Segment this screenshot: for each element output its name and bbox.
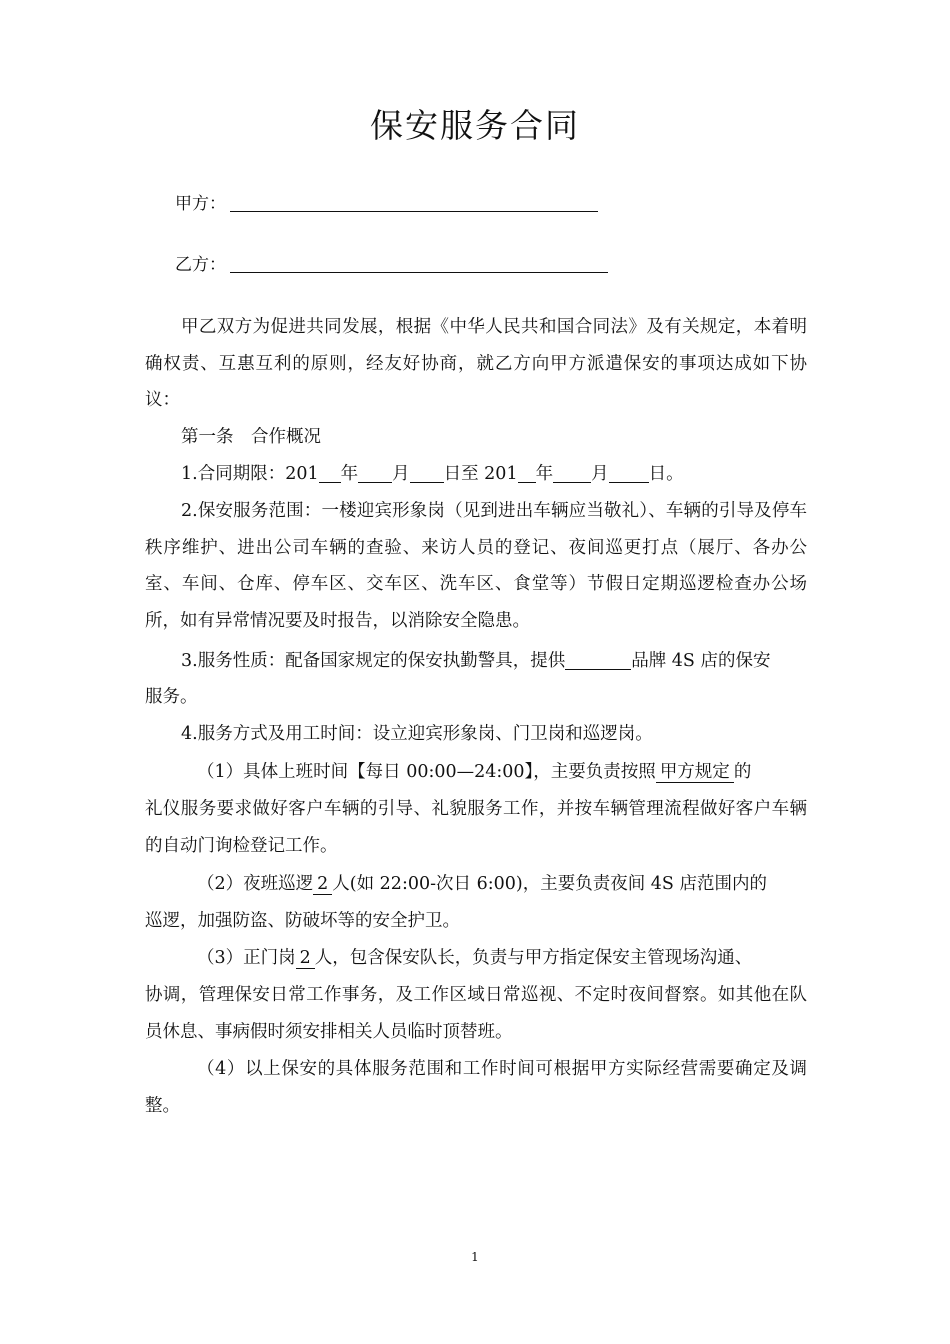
item1-underlined: 甲方规定 <box>656 762 734 783</box>
item2-count: 2 <box>313 874 332 895</box>
item3-rest: 协调，管理保安日常工作事务，及工作区域日常巡视、不定时夜间督察。如其他在队员休息、事病假时须安排相关人员临时顶替班。 <box>145 985 807 1042</box>
term-month1-blank <box>358 462 392 483</box>
nature-tail: 品牌 4S 店的保安 <box>631 651 771 671</box>
party-b-row <box>175 251 608 279</box>
item3-count: 2 <box>296 948 315 969</box>
term-year2-blank <box>518 462 536 483</box>
method-line: 4.服务方式及用工时间：设立迎宾形象岗、门卫岗和巡逻岗。 <box>181 724 653 744</box>
item1-lead: （1）具体上班时间【每日 00:00—24:00】，主要负责按照 <box>197 762 656 782</box>
document-title: 保安服务合同 <box>370 106 580 145</box>
item2-tail: 人(如 22:00-次日 6:00)，主要负责夜间 4S 店范围内的 <box>332 874 767 894</box>
page-number: 1 <box>471 1250 479 1264</box>
item1-tail: 的 <box>733 762 752 782</box>
party-b-label: 乙方： <box>175 255 226 275</box>
term-day-to: 日至 201 <box>443 464 518 484</box>
nature-lead: 3.服务性质：配备国家规定的保安执勤警具，提供 <box>181 651 566 671</box>
item3-lead: （3）正门岗 <box>197 948 296 968</box>
item3-tail: 人，包含保安队长，负责与甲方指定保安主管现场沟通、 <box>314 948 753 968</box>
term-day-end: 日。 <box>648 464 684 484</box>
brand-blank <box>565 649 631 670</box>
term-month2-blank <box>553 462 591 483</box>
item1-line <box>197 754 859 791</box>
party-a-label: 甲方： <box>175 194 226 214</box>
article-heading: 第一条 合作概况 <box>181 427 321 447</box>
nature-line <box>181 643 843 680</box>
term-month1-label: 月 <box>392 464 410 484</box>
term-line <box>181 456 843 493</box>
term-lead: 1.合同期限：201 <box>181 464 319 484</box>
item2-line <box>197 866 859 903</box>
item3-line <box>197 940 859 977</box>
item1-rest: 礼仪服务要求做好客户车辆的引导、礼貌服务工作，并按车辆管理流程做好客户车辆的自动门询检登记工作。 <box>145 799 807 856</box>
scope-paragraph: 2.保安服务范围：一楼迎宾形象岗（见到进出车辆应当敬礼）、车辆的引导及停车秩序维护、进出公司车辆的查验、来访人员的登记、夜间巡更打点（展厅、各办公室、车间、仓库、停车区、交车区、洗车区、食堂等）节假日定期巡逻检查办公场所，如有异常情况要及时报告，以消除安全隐患。 <box>145 501 807 631</box>
term-year2-label: 年 <box>535 464 554 484</box>
item2-rest: 巡逻，加强防盗、防破坏等的安全护卫。 <box>145 911 460 931</box>
term-year1-label: 年 <box>340 464 359 484</box>
party-a-blank <box>230 193 598 212</box>
intro-paragraph: 甲乙双方为促进共同发展，根据《中华人民共和国合同法》及有关规定，本着明确权责、互惠互利的原则，经友好协商，就乙方向甲方派遣保安的事项达成如下协议： <box>145 317 807 410</box>
term-day2-blank <box>609 462 649 483</box>
party-b-blank <box>230 254 608 273</box>
term-year1-blank <box>319 462 341 483</box>
term-month2-label: 月 <box>591 464 609 484</box>
item2-lead: （2）夜班巡逻 <box>197 874 314 894</box>
item4-paragraph: （4）以上保安的具体服务范围和工作时间可根据甲方实际经营需要确定及调整。 <box>145 1059 807 1116</box>
term-day1-blank <box>410 462 444 483</box>
party-a-row <box>175 190 598 218</box>
nature-line2: 服务。 <box>145 687 198 707</box>
